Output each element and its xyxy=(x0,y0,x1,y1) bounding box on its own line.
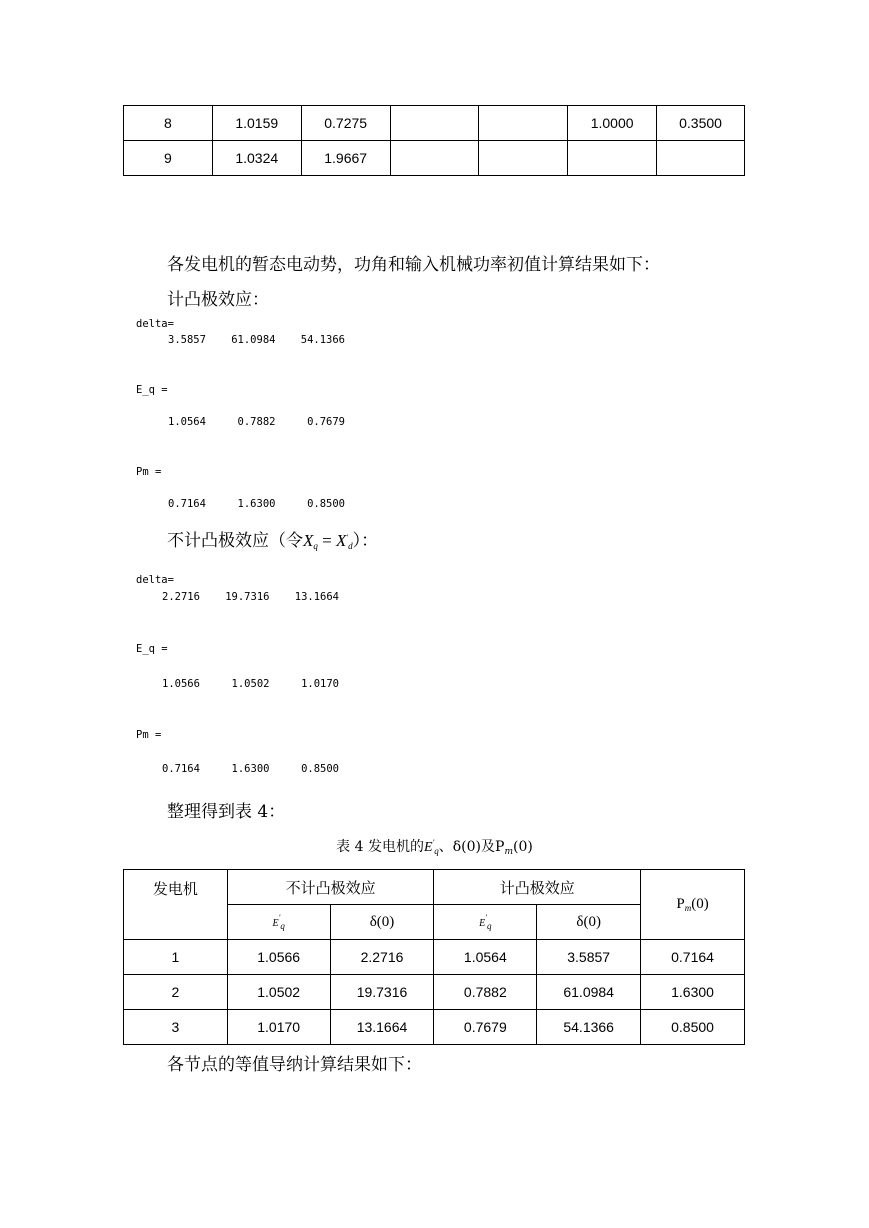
table-row xyxy=(124,141,745,176)
table-row xyxy=(124,975,745,1010)
cell: 2 xyxy=(124,975,228,1010)
eq-values: 1.0564 0.7882 0.7679 xyxy=(168,416,346,428)
header-salient: 计凸极效应 xyxy=(434,870,641,905)
cell xyxy=(390,106,479,141)
cell: 19.7316 xyxy=(330,975,434,1010)
cell: 2.2716 xyxy=(330,940,434,975)
paragraph-table-intro: 整理得到表 4： xyxy=(167,802,286,822)
header-delta-salient: δ(0) xyxy=(537,905,641,940)
cell: 61.0984 xyxy=(537,975,641,1010)
header-generator: 发电机 xyxy=(124,870,228,940)
paragraph-salient-heading: 计凸极效应： xyxy=(167,290,269,310)
cell: 1.6300 xyxy=(641,975,745,1010)
header-pm: $P_m(0)$ xyxy=(641,870,745,940)
pm-label: Pm = xyxy=(136,729,162,741)
para3-suffix: ）： xyxy=(352,531,379,551)
cell xyxy=(479,106,568,141)
table-row xyxy=(124,940,745,975)
cell: 0.7275 xyxy=(301,106,390,141)
eq-symbol: $E'_q$ xyxy=(423,838,439,856)
cell xyxy=(568,141,657,176)
cell: 1 xyxy=(124,940,228,975)
eq-label: E_q = xyxy=(136,384,168,396)
cell: 1.0502 xyxy=(227,975,330,1010)
delta-values: 2.2716 19.7316 13.1664 xyxy=(162,591,340,603)
cell: 8 xyxy=(124,106,213,141)
cell: 1.0566 xyxy=(227,940,330,975)
table-header-row xyxy=(124,870,745,905)
eq-values: 1.0566 1.0502 1.0170 xyxy=(162,678,340,690)
cell: 0.7164 xyxy=(641,940,745,975)
paragraph-intro: 各发电机的暂态电动势，功角和输入机械功率初值计算结果如下： xyxy=(167,255,660,275)
cell: 0.8500 xyxy=(641,1010,745,1045)
formula-xq-eq-xd: $X_q = X'_d$ xyxy=(303,531,353,551)
top-data-table xyxy=(123,105,745,176)
para3-prefix: 不计凸极效应（令 xyxy=(167,531,303,551)
delta-label: delta= xyxy=(136,574,174,586)
cell: 1.0170 xyxy=(227,1010,330,1045)
paragraph-admittance: 各节点的等值导纳计算结果如下： xyxy=(167,1055,422,1075)
cell: 9 xyxy=(124,141,213,176)
paragraph-non-salient-heading xyxy=(167,526,378,551)
pm-label: Pm = xyxy=(136,466,162,478)
caption-mid: 、δ(0)及P xyxy=(438,839,505,855)
table-row xyxy=(124,1010,745,1045)
cell: 0.7679 xyxy=(434,1010,537,1045)
cell: 1.0000 xyxy=(568,106,657,141)
pm-values: 0.7164 1.6300 0.8500 xyxy=(168,498,346,510)
cell: 54.1366 xyxy=(537,1010,641,1045)
header-eq-salient: E'q xyxy=(434,905,537,940)
cell: 0.3500 xyxy=(657,106,745,141)
cell xyxy=(390,141,479,176)
cell: 3.5857 xyxy=(537,940,641,975)
header-eq-non-salient: E'q xyxy=(227,905,330,940)
cell: 1.0159 xyxy=(212,106,301,141)
table-row xyxy=(124,106,745,141)
cell xyxy=(657,141,745,176)
cell: 1.9667 xyxy=(301,141,390,176)
cell: 3 xyxy=(124,1010,228,1045)
table-caption xyxy=(0,836,869,857)
cell: 1.0324 xyxy=(212,141,301,176)
header-delta-non-salient: δ(0) xyxy=(330,905,434,940)
cell xyxy=(479,141,568,176)
generator-table xyxy=(123,869,745,1045)
cell: 0.7882 xyxy=(434,975,537,1010)
delta-label: delta= xyxy=(136,318,174,330)
delta-values: 3.5857 61.0984 54.1366 xyxy=(168,334,346,346)
header-non-salient: 不计凸极效应 xyxy=(227,870,434,905)
caption-sub-m: m xyxy=(504,847,513,857)
caption-prefix: 表 4 发电机的 xyxy=(336,839,424,855)
cell: 1.0564 xyxy=(434,940,537,975)
caption-suffix: (0) xyxy=(512,839,533,855)
eq-label: E_q = xyxy=(136,643,168,655)
cell: 13.1664 xyxy=(330,1010,434,1045)
pm-values: 0.7164 1.6300 0.8500 xyxy=(162,763,340,775)
